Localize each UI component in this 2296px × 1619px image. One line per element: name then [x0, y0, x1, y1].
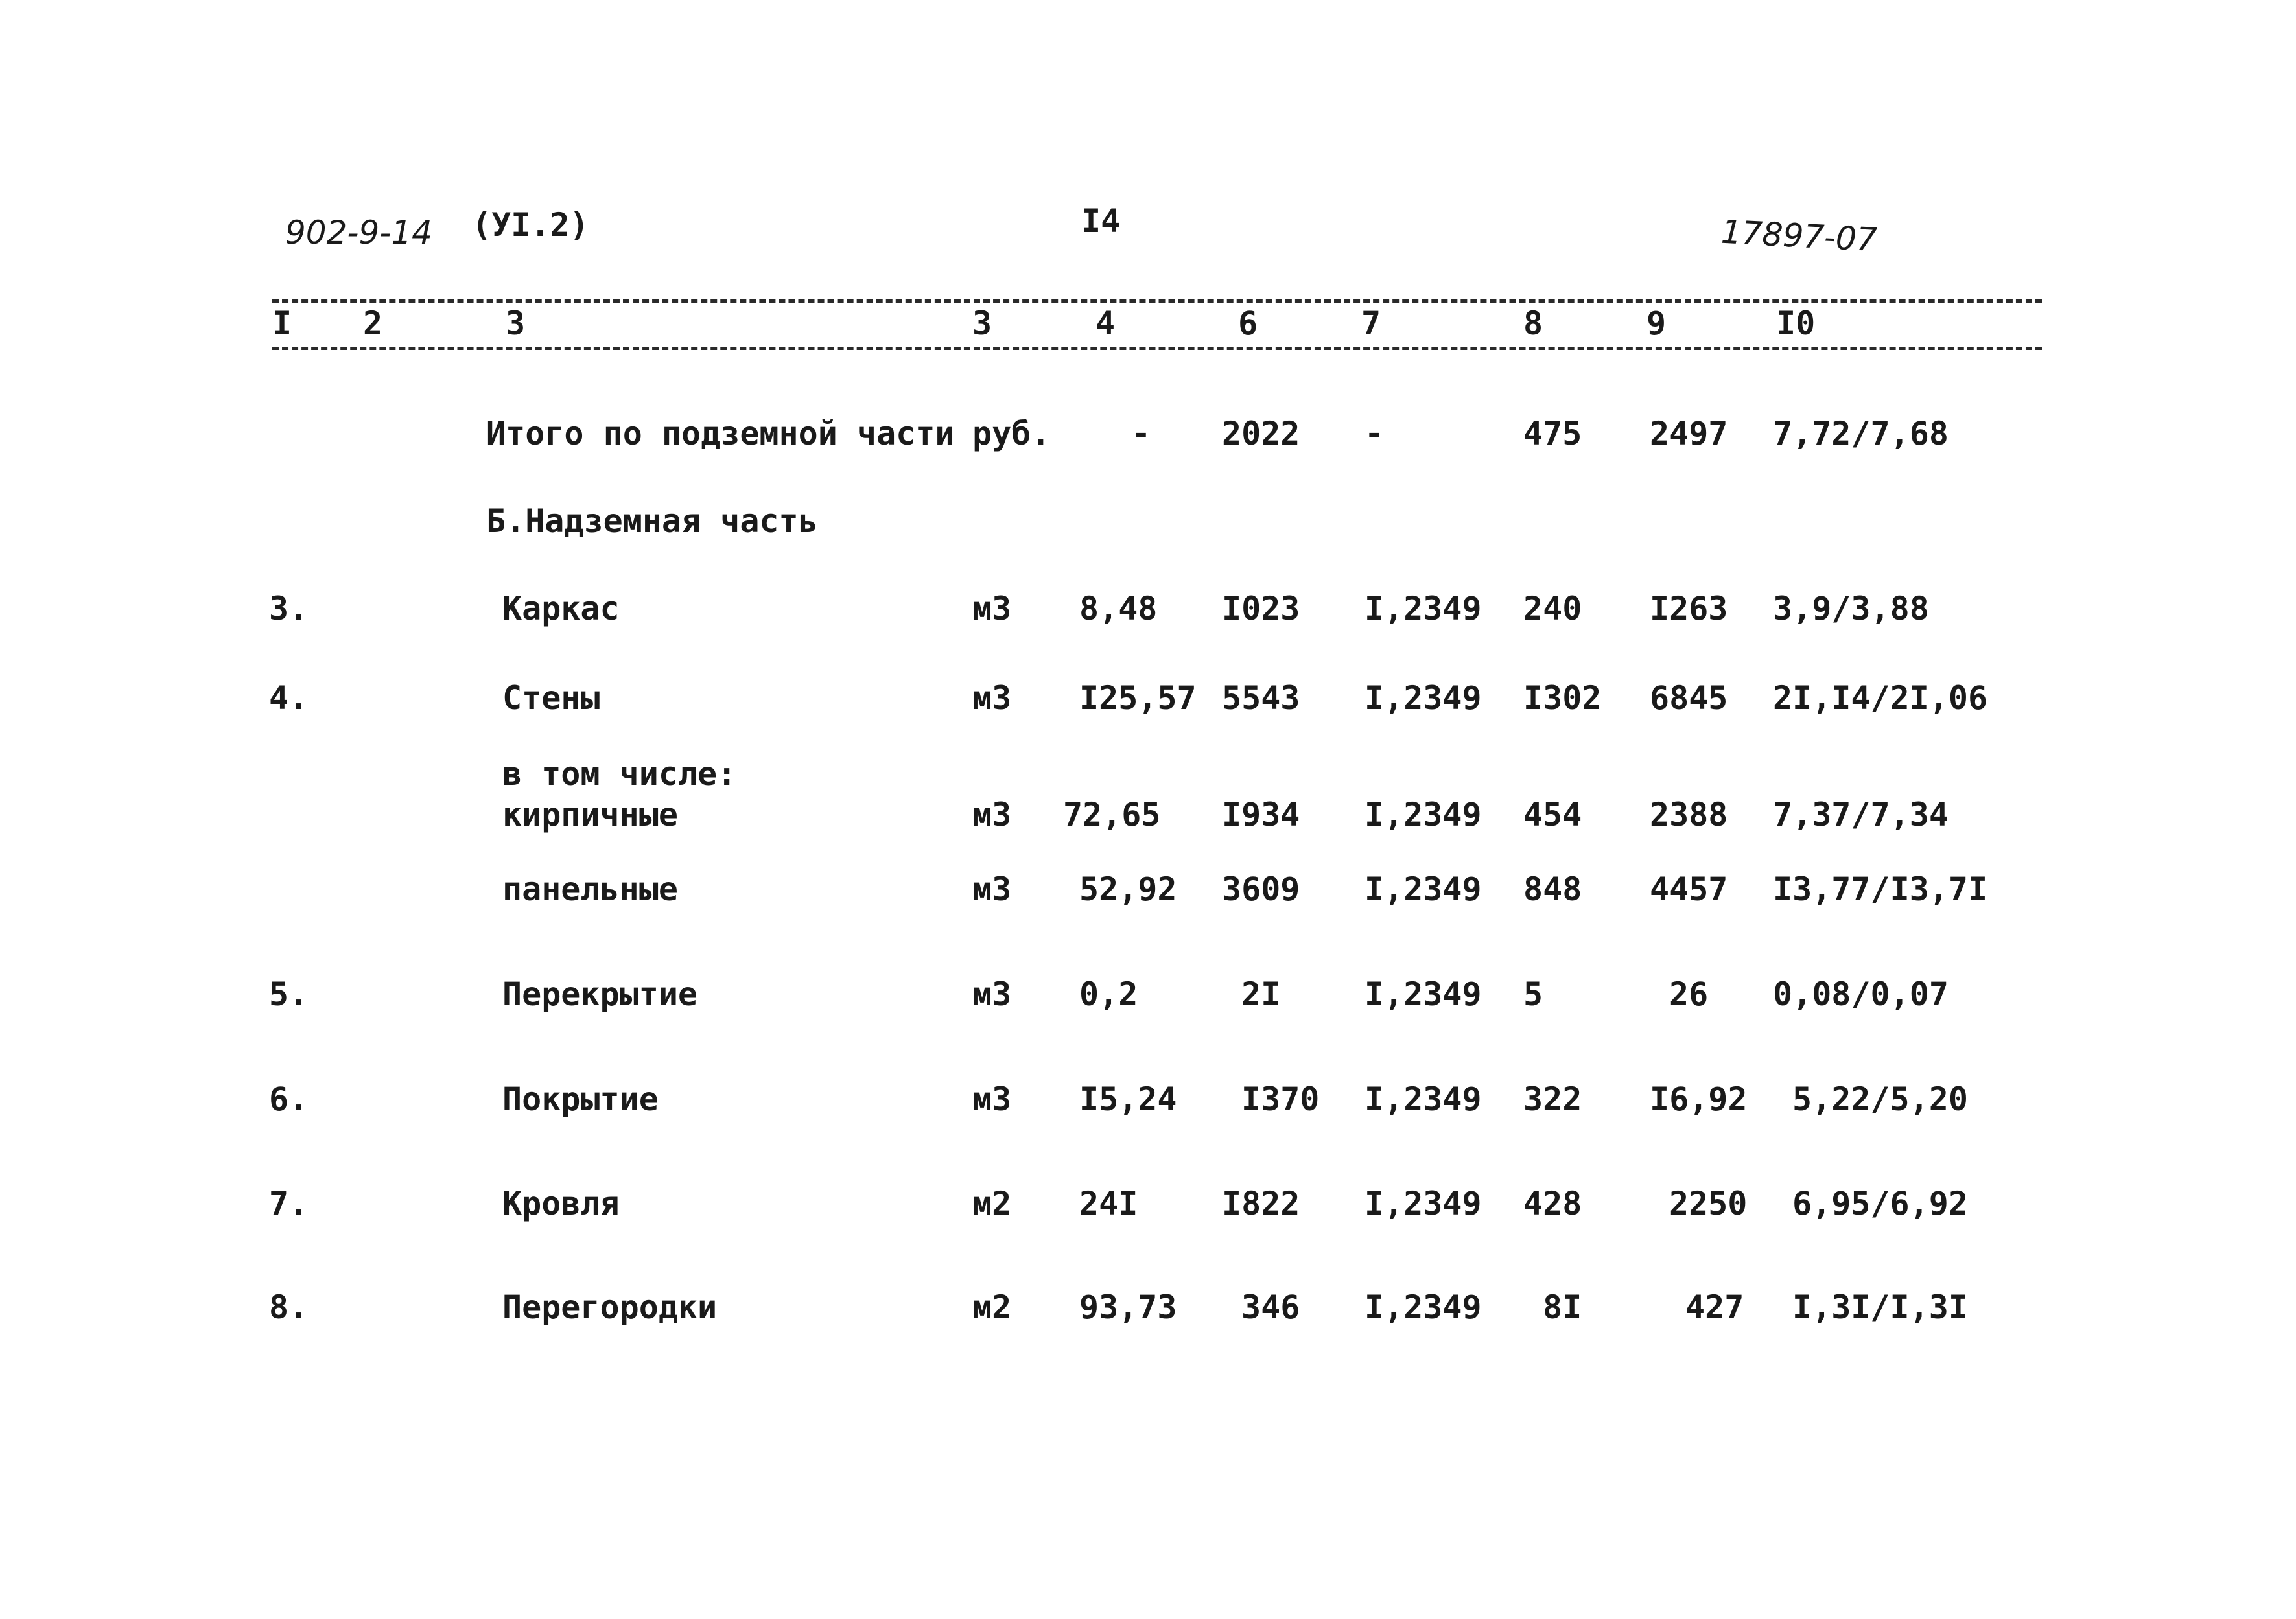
row-unit: м3 [972, 975, 1012, 1013]
column-number-10: I0 [1776, 305, 1816, 342]
row-col7: I,2349 [1365, 975, 1482, 1013]
row-col10: 0,08/0,07 [1773, 975, 1949, 1013]
row-col7: I,2349 [1365, 870, 1482, 908]
row-number: 6. [269, 1080, 309, 1118]
column-number-7: 7 [1361, 305, 1381, 342]
column-number-3: 3 [506, 305, 526, 342]
subtotal-col7: - [1365, 415, 1385, 452]
row-number: 8. [269, 1288, 309, 1326]
row-col6: I370 [1241, 1080, 1320, 1118]
row-col10: 5,22/5,20 [1792, 1080, 1968, 1118]
row-col6: 346 [1241, 1288, 1300, 1326]
table-header-bottom-rule [272, 347, 2042, 350]
row-unit: м3 [972, 679, 1012, 717]
row-col7: I,2349 [1365, 1185, 1482, 1222]
row-number: 4. [269, 679, 309, 717]
row-col9: 427 [1685, 1288, 1744, 1326]
row-col7: I,2349 [1365, 590, 1482, 627]
row-col10: I,3I/I,3I [1792, 1288, 1968, 1326]
row-col4: 24I [1079, 1185, 1138, 1222]
column-number-9: 9 [1646, 305, 1667, 342]
row-col4: 52,92 [1079, 870, 1177, 908]
row-col6: 5543 [1222, 679, 1300, 717]
row-name: Каркас [502, 590, 620, 627]
subtotal-col10: 7,72/7,68 [1773, 415, 1949, 452]
row-name: панельные [502, 870, 678, 908]
row-name: Перекрытие [502, 975, 698, 1013]
row-col6: 3609 [1222, 870, 1300, 908]
row-name: Кровля [502, 1185, 620, 1222]
row-unit: м2 [972, 1185, 1012, 1222]
row-col4: I5,24 [1079, 1080, 1177, 1118]
row-col4: 93,73 [1079, 1288, 1177, 1326]
subtotal-col9: 2497 [1650, 415, 1728, 452]
column-number-4: 4 [1095, 305, 1116, 342]
row-col9: 26 [1669, 975, 1709, 1013]
row-col7: I,2349 [1365, 1080, 1482, 1118]
row-col10: 7,37/7,34 [1773, 796, 1949, 833]
row-name: Покрытие [502, 1080, 659, 1118]
column-number-3b: 3 [972, 305, 992, 342]
row-col4: 8,48 [1079, 590, 1158, 627]
subtotal-col6: 2022 [1222, 415, 1300, 452]
row-col4: 72,65 [1063, 796, 1161, 833]
row-col9: 2250 [1669, 1185, 1748, 1222]
row-name: Перегородки [502, 1288, 718, 1326]
row-col8: 454 [1523, 796, 1582, 833]
row-col7: I,2349 [1365, 796, 1482, 833]
variant-code: (УI.2) [472, 206, 589, 244]
column-number-8: 8 [1523, 305, 1543, 342]
column-number-6: 6 [1238, 305, 1258, 342]
row-col10: 3,9/3,88 [1773, 590, 1929, 627]
row-col10: 6,95/6,92 [1792, 1185, 1968, 1222]
row-col6: I822 [1222, 1185, 1300, 1222]
row-col6: I023 [1222, 590, 1300, 627]
column-number-2: 2 [363, 305, 383, 342]
row-col4: 0,2 [1079, 975, 1138, 1013]
row-col6: 2I [1241, 975, 1281, 1013]
row-name-subheading: в том числе: [502, 755, 737, 793]
row-col8: I302 [1523, 679, 1602, 717]
row-name: Стены [502, 679, 600, 717]
row-col9: 4457 [1650, 870, 1728, 908]
row-unit: м2 [972, 1288, 1012, 1326]
page-number: I4 [1081, 202, 1121, 240]
row-col9: I263 [1650, 590, 1728, 627]
subtotal-label: Итого по подземной части [486, 415, 955, 452]
row-col4: I25,57 [1079, 679, 1197, 717]
row-number: 7. [269, 1185, 309, 1222]
row-name: кирпичные [502, 796, 678, 833]
row-col7: I,2349 [1365, 679, 1482, 717]
subtotal-col4: - [1131, 415, 1151, 452]
row-col8: 8I [1543, 1288, 1582, 1326]
subtotal-unit: руб. [972, 415, 1051, 452]
row-col10: I3,77/I3,7I [1773, 870, 1988, 908]
row-unit: м3 [972, 590, 1012, 627]
row-number: 3. [269, 590, 309, 627]
row-col8: 428 [1523, 1185, 1582, 1222]
row-col9: I6,92 [1650, 1080, 1748, 1118]
row-col8: 240 [1523, 590, 1582, 627]
row-col7: I,2349 [1365, 1288, 1482, 1326]
row-col6: I934 [1222, 796, 1300, 833]
column-number-1: I [272, 305, 292, 342]
table-header-top-rule [272, 299, 2042, 303]
row-col8: 848 [1523, 870, 1582, 908]
row-col9: 6845 [1650, 679, 1728, 717]
row-unit: м3 [972, 796, 1012, 833]
project-code: 902-9-14 [285, 214, 432, 251]
document-number: 17897-07 [1720, 213, 1879, 259]
row-col8: 322 [1523, 1080, 1582, 1118]
subtotal-col8: 475 [1523, 415, 1582, 452]
row-col8: 5 [1523, 975, 1543, 1013]
section-title: Б.Надземная часть [486, 502, 818, 540]
row-col9: 2388 [1650, 796, 1728, 833]
row-col10: 2I,I4/2I,06 [1773, 679, 1988, 717]
row-number: 5. [269, 975, 309, 1013]
row-unit: м3 [972, 1080, 1012, 1118]
row-unit: м3 [972, 870, 1012, 908]
